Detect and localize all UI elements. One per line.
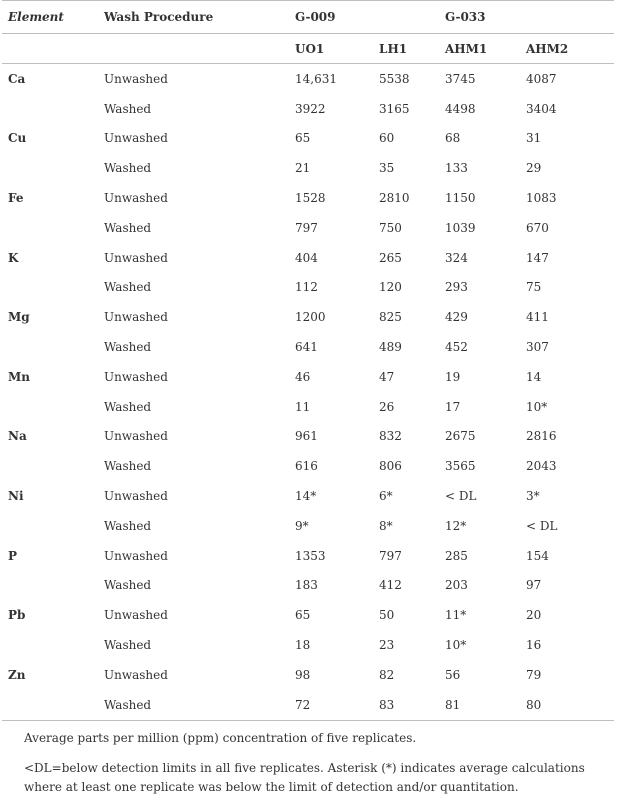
cell-wash-procedure: Unwashed [104, 191, 168, 206]
cell-value: 452 [445, 340, 468, 355]
cell-value: 75 [526, 280, 542, 295]
cell-wash-procedure: Unwashed [104, 667, 168, 682]
table-row [2, 571, 614, 601]
cell-value: 133 [445, 161, 468, 176]
cell-value: 26 [379, 399, 395, 414]
cell-value: 72 [289, 690, 373, 720]
footnote-detection-limit: <DL=below detection limits in all five replicates. Asterisk (*) indicates average calculations where at least one replicate was below the limit of detection and/or quantitation. [24, 760, 585, 794]
header-wash-procedure: Wash Procedure [98, 1, 289, 34]
cell-value: 60 [379, 131, 395, 146]
cell-element [2, 332, 98, 362]
cell-wash-procedure: Unwashed [104, 608, 168, 623]
table-row [2, 273, 614, 303]
cell-element: Ni [8, 489, 24, 504]
cell-value: 2043 [526, 459, 557, 474]
footnote-ppm: Average parts per million (ppm) concentration of five replicates. [24, 730, 417, 745]
cell-element [2, 94, 98, 124]
cell-value: 3165 [379, 101, 410, 116]
cell-value: < DL [445, 489, 477, 504]
cell-value: 50 [379, 608, 395, 623]
cell-value: 147 [526, 250, 549, 265]
cell-value: 98 [295, 667, 311, 682]
cell-element [2, 213, 98, 243]
cell-wash-procedure: Washed [104, 280, 152, 295]
cell-value: 17 [445, 399, 461, 414]
cell-wash-procedure: Washed [104, 340, 152, 355]
cell-value: 120 [379, 280, 402, 295]
table-row [2, 213, 614, 243]
cell-value: 293 [445, 280, 468, 295]
cell-value: 2675 [445, 429, 476, 444]
table-row [2, 451, 614, 481]
cell-value: 4087 [526, 71, 557, 86]
cell-value: 65 [295, 131, 311, 146]
header-group-g033: G-033 [439, 1, 614, 34]
cell-value: 203 [445, 578, 468, 593]
header-spacer [2, 34, 98, 64]
cell-value: 79 [526, 667, 542, 682]
cell-element [2, 690, 98, 720]
cell-value: 183 [295, 578, 318, 593]
cell-element: Cu [8, 131, 27, 146]
cell-element: K [8, 250, 19, 265]
cell-wash-procedure: Unwashed [104, 489, 168, 504]
cell-value: 6* [379, 489, 393, 504]
cell-value: 80 [520, 690, 614, 720]
cell-value: 18 [295, 638, 311, 653]
cell-value: 11 [295, 399, 311, 414]
header-element: Element [2, 1, 98, 34]
cell-value: 670 [526, 220, 549, 235]
cell-value: 2816 [526, 429, 557, 444]
cell-wash-procedure: Washed [98, 690, 289, 720]
cell-value: 641 [295, 340, 318, 355]
cell-wash-procedure: Washed [104, 459, 152, 474]
cell-element: Mn [8, 369, 31, 384]
cell-value: 3565 [445, 459, 476, 474]
cell-value: 3745 [445, 71, 476, 86]
cell-value: 31 [526, 131, 542, 146]
cell-value: 81 [439, 690, 520, 720]
cell-value: 154 [526, 548, 549, 563]
header-col-lh1: LH1 [373, 34, 439, 64]
cell-value: 29 [526, 161, 542, 176]
cell-value: 489 [379, 340, 402, 355]
cell-value: 750 [379, 220, 402, 235]
cell-element: Fe [8, 191, 24, 206]
table-row [2, 600, 614, 630]
cell-wash-procedure: Unwashed [104, 71, 168, 86]
table-row [2, 392, 614, 422]
table-row [2, 362, 614, 392]
cell-element [2, 153, 98, 183]
table-row [2, 660, 614, 690]
table-row [2, 124, 614, 154]
table-row [2, 541, 614, 571]
table-row [2, 64, 614, 94]
table-row [2, 332, 614, 362]
header-row-groups [2, 1, 614, 34]
cell-element [2, 511, 98, 541]
cell-wash-procedure: Unwashed [104, 310, 168, 325]
cell-value: 806 [379, 459, 402, 474]
cell-element: Zn [8, 667, 26, 682]
table-row [2, 481, 614, 511]
cell-value: 56 [445, 667, 461, 682]
cell-value: 825 [379, 310, 402, 325]
cell-element: Mg [8, 310, 30, 325]
cell-element: Ca [8, 71, 26, 86]
cell-value: 10* [526, 399, 548, 414]
cell-wash-procedure: Unwashed [104, 131, 168, 146]
cell-value: 65 [295, 608, 311, 623]
cell-value: 9* [295, 518, 309, 533]
cell-value: 82 [379, 667, 395, 682]
cell-value: 14* [295, 489, 317, 504]
cell-value: 1083 [526, 191, 557, 206]
cell-wash-procedure: Washed [104, 518, 152, 533]
cell-element: P [8, 548, 18, 563]
cell-value: 285 [445, 548, 468, 563]
cell-value: 412 [379, 578, 402, 593]
cell-value: 307 [526, 340, 549, 355]
cell-value: 797 [379, 548, 402, 563]
cell-value: 19 [445, 369, 461, 384]
cell-wash-procedure: Washed [104, 578, 152, 593]
cell-wash-procedure: Washed [104, 220, 152, 235]
cell-wash-procedure: Washed [104, 101, 152, 116]
header-row-samples [2, 34, 614, 64]
cell-value: 14,631 [295, 71, 337, 86]
table-footnotes [0, 721, 617, 797]
cell-value: 1200 [295, 310, 326, 325]
table-row [2, 183, 614, 213]
cell-value: 4498 [445, 101, 476, 116]
cell-value: 5538 [379, 71, 410, 86]
table-row [2, 302, 614, 332]
cell-element [2, 630, 98, 660]
table-row [2, 422, 614, 452]
cell-value: 3404 [526, 101, 557, 116]
data-table [2, 0, 614, 721]
cell-value: 2810 [379, 191, 410, 206]
cell-value: 1150 [445, 191, 476, 206]
header-col-ahm2: AHM2 [520, 34, 614, 64]
cell-value: 8* [379, 518, 393, 533]
table-row [2, 630, 614, 660]
table-row [2, 511, 614, 541]
cell-value: 97 [526, 578, 542, 593]
cell-wash-procedure: Washed [104, 399, 152, 414]
cell-value: 961 [295, 429, 318, 444]
cell-value: 832 [379, 429, 402, 444]
cell-wash-procedure: Unwashed [104, 429, 168, 444]
cell-value: 112 [295, 280, 318, 295]
cell-value: 14 [526, 369, 542, 384]
cell-element [2, 451, 98, 481]
table-row [2, 243, 614, 273]
cell-wash-procedure: Unwashed [104, 548, 168, 563]
cell-value: < DL [526, 518, 558, 533]
cell-element: Na [8, 429, 27, 444]
cell-value: 404 [295, 250, 318, 265]
header-col-ahm1: AHM1 [439, 34, 520, 64]
cell-element [2, 571, 98, 601]
cell-value: 1039 [445, 220, 476, 235]
table-row [2, 153, 614, 183]
cell-value: 47 [379, 369, 395, 384]
cell-value: 12* [445, 518, 467, 533]
cell-wash-procedure: Unwashed [104, 369, 168, 384]
cell-value: 23 [379, 638, 395, 653]
cell-value: 265 [379, 250, 402, 265]
cell-value: 21 [295, 161, 311, 176]
cell-value: 616 [295, 459, 318, 474]
header-group-g009: G-009 [289, 1, 439, 34]
cell-value: 46 [295, 369, 311, 384]
cell-value: 429 [445, 310, 468, 325]
cell-element [2, 273, 98, 303]
table-row [2, 94, 614, 124]
table-row [2, 690, 614, 720]
cell-wash-procedure: Washed [104, 161, 152, 176]
cell-value: 324 [445, 250, 468, 265]
cell-wash-procedure: Washed [104, 638, 152, 653]
table-body [2, 64, 614, 721]
cell-value: 1353 [295, 548, 326, 563]
cell-value: 3* [526, 489, 540, 504]
cell-value: 35 [379, 161, 395, 176]
header-spacer [98, 34, 289, 64]
cell-value: 16 [526, 638, 542, 653]
cell-element [2, 392, 98, 422]
cell-wash-procedure: Unwashed [104, 250, 168, 265]
header-col-uo1: UO1 [289, 34, 373, 64]
cell-value: 797 [295, 220, 318, 235]
cell-element: Pb [8, 608, 26, 623]
cell-value: 20 [526, 608, 542, 623]
cell-value: 411 [526, 310, 549, 325]
cell-value: 68 [445, 131, 461, 146]
cell-value: 10* [445, 638, 467, 653]
cell-value: 1528 [295, 191, 326, 206]
cell-value: 83 [373, 690, 439, 720]
cell-value: 11* [445, 608, 467, 623]
cell-value: 3922 [295, 101, 326, 116]
